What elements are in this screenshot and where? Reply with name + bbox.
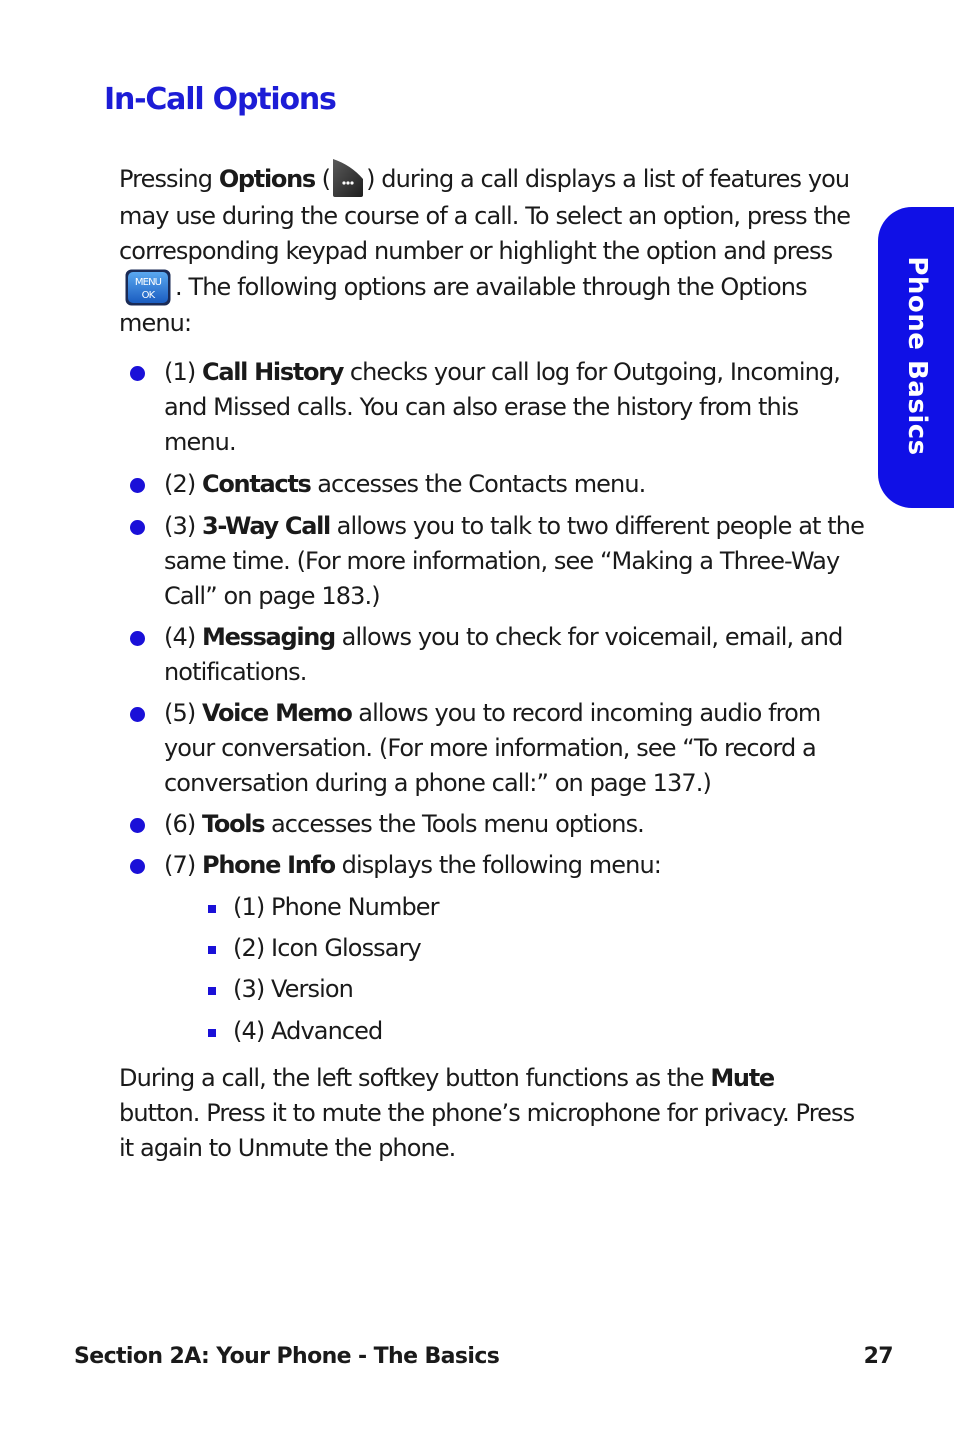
square-bullet-icon xyxy=(208,905,216,913)
page-number: 27 xyxy=(863,1344,893,1369)
sub-item-version: (3) Version xyxy=(233,972,353,1007)
page-title: In-Call Options xyxy=(104,82,336,117)
sub-item-icon-glossary: (2) Icon Glossary xyxy=(233,931,421,966)
menu-ok-key-icon xyxy=(125,269,171,306)
list-item-tools: (6) Tools accesses the Tools menu options. xyxy=(164,807,864,842)
list-item-phone-info: (7) Phone Info displays the following menu: xyxy=(164,848,864,883)
sub-item-advanced: (4) Advanced xyxy=(233,1014,382,1049)
mute-label: Mute xyxy=(710,1064,774,1092)
list-item-voice-memo: (5) Voice Memo allows you to record incoming audio from your conversation. (For more information, see “To record a conversation during a phone call:” on page 137.) xyxy=(164,696,864,801)
options-label: Options xyxy=(218,165,315,193)
svg-text:MENU: MENU xyxy=(134,277,162,288)
list-item-contacts: (2) Contacts accesses the Contacts menu. xyxy=(164,467,864,502)
intro-text-3: ) during a call displays a list of features you may use during the course of a call. To select an option, press the corresponding keypad number or highlight the option and press xyxy=(119,165,851,265)
list-item-messaging: (4) Messaging allows you to check for voicemail, email, and notifications. xyxy=(164,620,864,690)
option-name: 3-Way Call xyxy=(202,512,330,540)
bullet-icon xyxy=(130,520,145,535)
bullet-icon xyxy=(130,707,145,722)
list-item-call-history: (1) Call History checks your call log for Outgoing, Incoming, and Missed calls. You can also erase the history from this menu. xyxy=(164,355,864,460)
intro-text-1: Pressing xyxy=(119,165,219,193)
list-item-3-way-call: (3) 3-Way Call allows you to talk to two different people at the same time. (For more information, see “Making a Three-Way Call” on page 183.) xyxy=(164,509,864,614)
square-bullet-icon xyxy=(208,987,216,995)
option-name: Contacts xyxy=(202,470,311,498)
option-name: Messaging xyxy=(202,623,335,651)
square-bullet-icon xyxy=(208,1029,216,1037)
square-bullet-icon xyxy=(208,946,216,954)
option-name: Voice Memo xyxy=(202,699,352,727)
bullet-icon xyxy=(130,631,145,646)
svg-text:OK: OK xyxy=(141,290,155,301)
side-tab-label: Phone Basics xyxy=(902,256,932,456)
sub-item-phone-number: (1) Phone Number xyxy=(233,890,439,925)
bullet-icon xyxy=(130,366,145,381)
option-name: Call History xyxy=(202,358,344,386)
intro-text-2: ( xyxy=(314,165,331,193)
bullet-icon xyxy=(130,818,145,833)
bullet-icon xyxy=(130,859,145,874)
option-name: Tools xyxy=(202,810,265,838)
intro-paragraph xyxy=(119,157,859,341)
bullet-icon xyxy=(130,478,145,493)
mute-paragraph: During a call, the left softkey button functions as the Mute button. Press it to mute the phone’s microphone for privacy. Press it again to Unmute the phone. xyxy=(119,1064,855,1162)
right-softkey-icon xyxy=(331,157,365,199)
intro-text-4: . The following options are available through the Options menu: xyxy=(119,273,807,337)
footer-section-title: Section 2A: Your Phone - The Basics xyxy=(74,1344,500,1369)
option-name: Phone Info xyxy=(202,851,335,879)
